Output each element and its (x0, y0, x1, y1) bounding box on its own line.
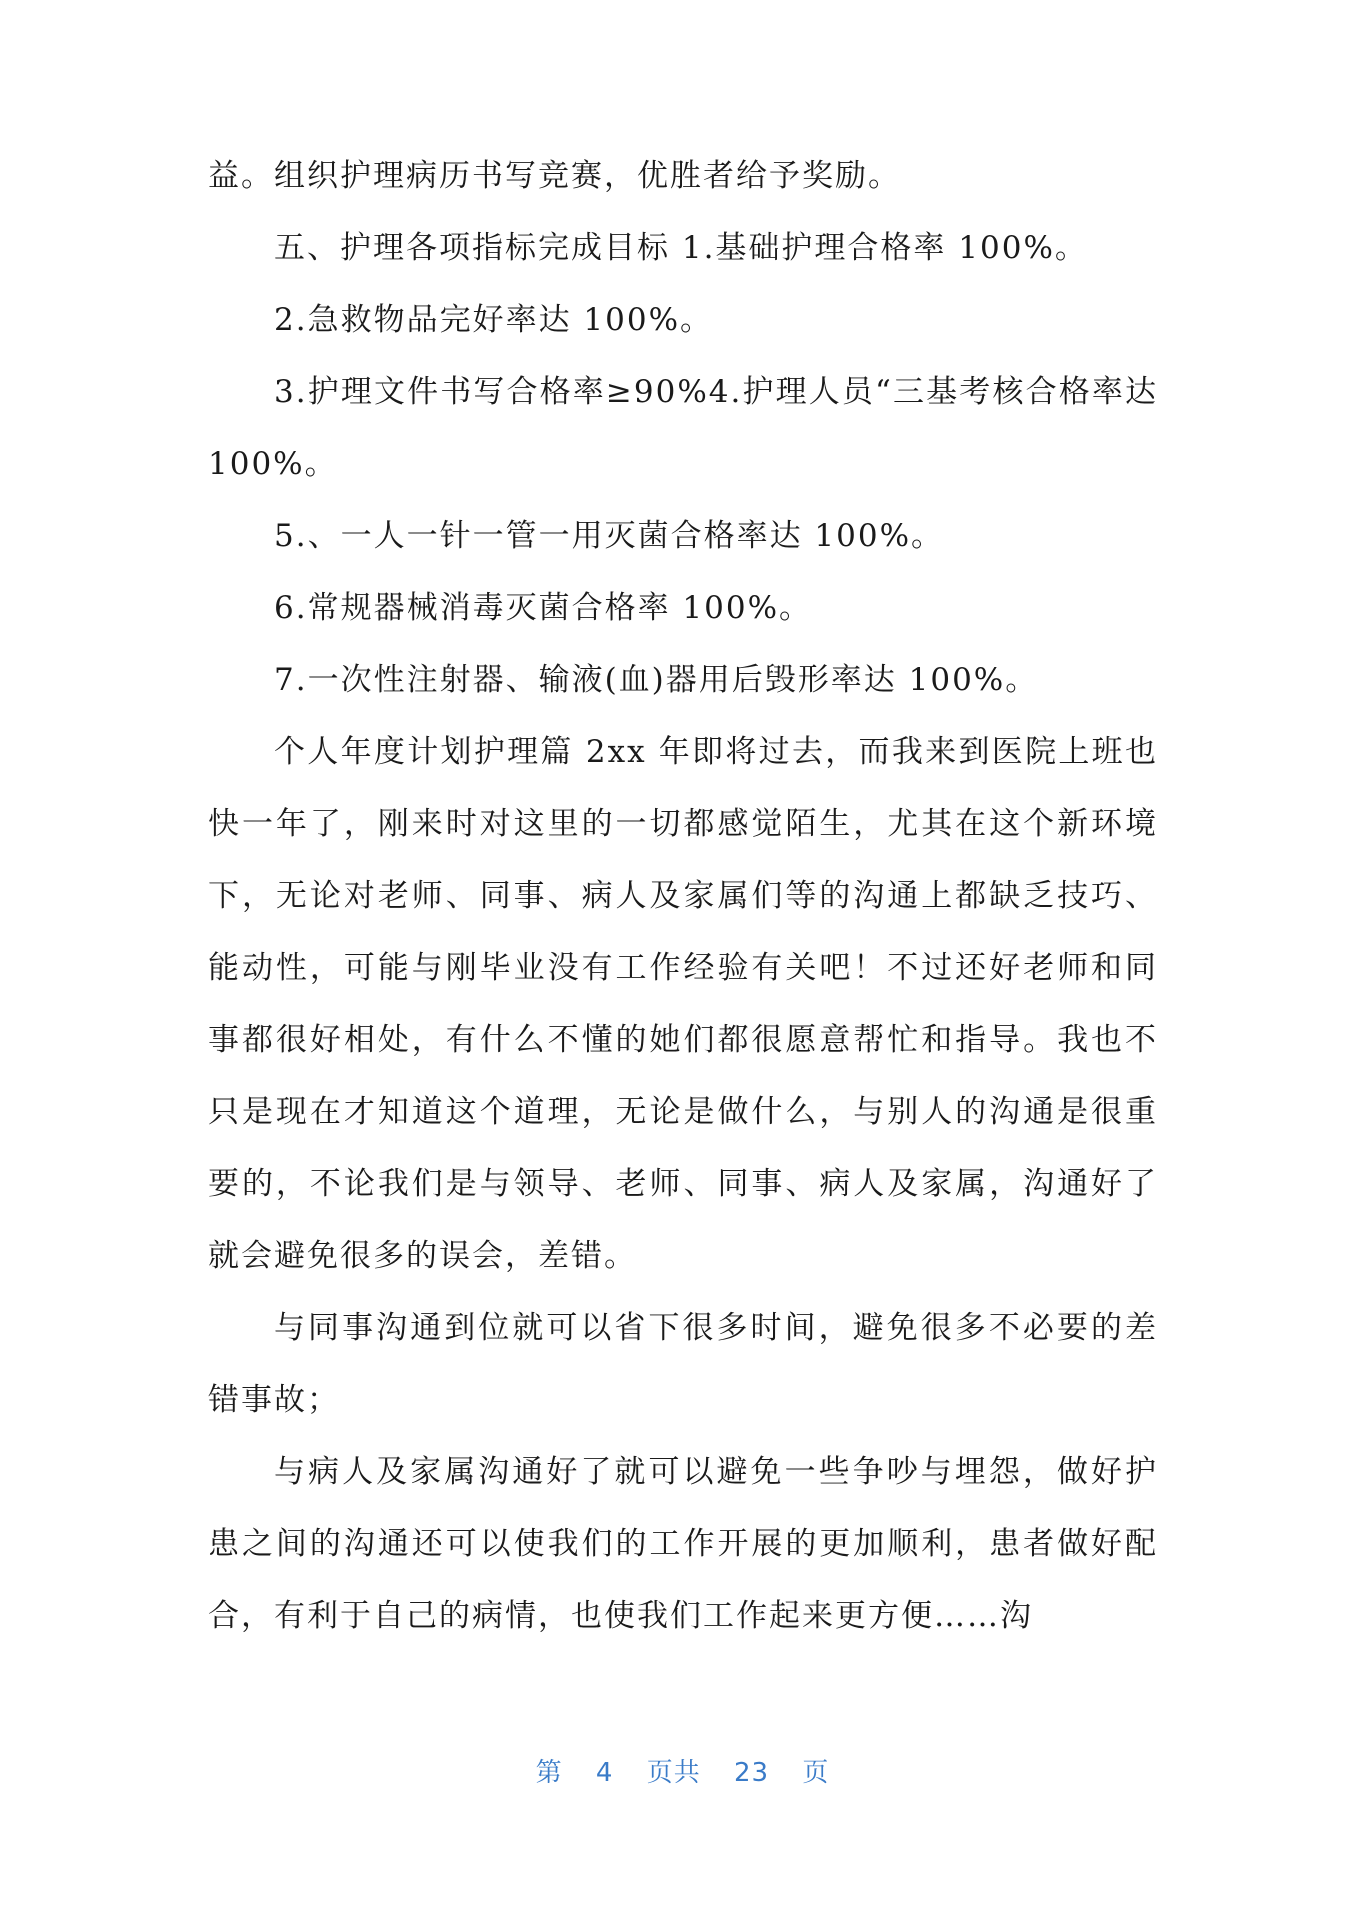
paragraph-1: 益。组织护理病历书写竞赛，优胜者给予奖励。 (208, 158, 901, 194)
paragraph-10: 与病人及家属沟通好了就可以避免一些争吵与埋怨，做好护患之间的沟通还可以使我们的工作开展的更加顺利，患者做好配合，有利于自己的病情，也使我们工作起来更方便……沟 (208, 1454, 1158, 1634)
paragraph-2: 五、护理各项指标完成目标 1.基础护理合格率 100%。 (274, 230, 1088, 266)
paragraph-7: 7.一次性注射器、输液(血)器用后毁形率达 100%。 (274, 662, 1039, 698)
document-body (208, 140, 1158, 1652)
footer-total-pages: 23 (734, 1758, 770, 1788)
footer-current-page: 4 (595, 1758, 614, 1788)
paragraph-5: 5.、一人一针一管一用灭菌合格率达 100%。 (274, 518, 945, 554)
paragraph-8: 个人年度计划护理篇 2xx 年即将过去，而我来到医院上班也快一年了，刚来时对这里的一切都感觉陌生，尤其在这个新环境下，无论对老师、同事、病人及家属们等的沟通上都缺乏技巧、能动性，可能与刚毕业没有工作经验有关吧！不过还好老师和同事都很好相处，有什么不懂的她们都很愿意帮忙和指导。我也不只是现在才知道这个道理，无论是做什么，与别人的沟通是很重要的，不论我们是与领导、老师、同事、病人及家属，沟通好了就会避免很多的误会，差错。 (208, 734, 1158, 1274)
footer-suffix: 页 (802, 1758, 830, 1788)
paragraph-3: 2.急救物品完好率达 100%。 (274, 302, 714, 338)
paragraph-4: 3.护理文件书写合格率≥90%4.护理人员“三基考核合格率达 100%。 (208, 374, 1158, 482)
paragraph-6: 6.常规器械消毒灭菌合格率 100%。 (274, 590, 813, 626)
footer-prefix: 第 (535, 1758, 563, 1788)
footer-middle: 页共 (646, 1758, 701, 1788)
paragraph-9: 与同事沟通到位就可以省下很多时间，避免很多不必要的差错事故； (208, 1310, 1158, 1418)
page-footer (0, 1752, 1365, 1789)
